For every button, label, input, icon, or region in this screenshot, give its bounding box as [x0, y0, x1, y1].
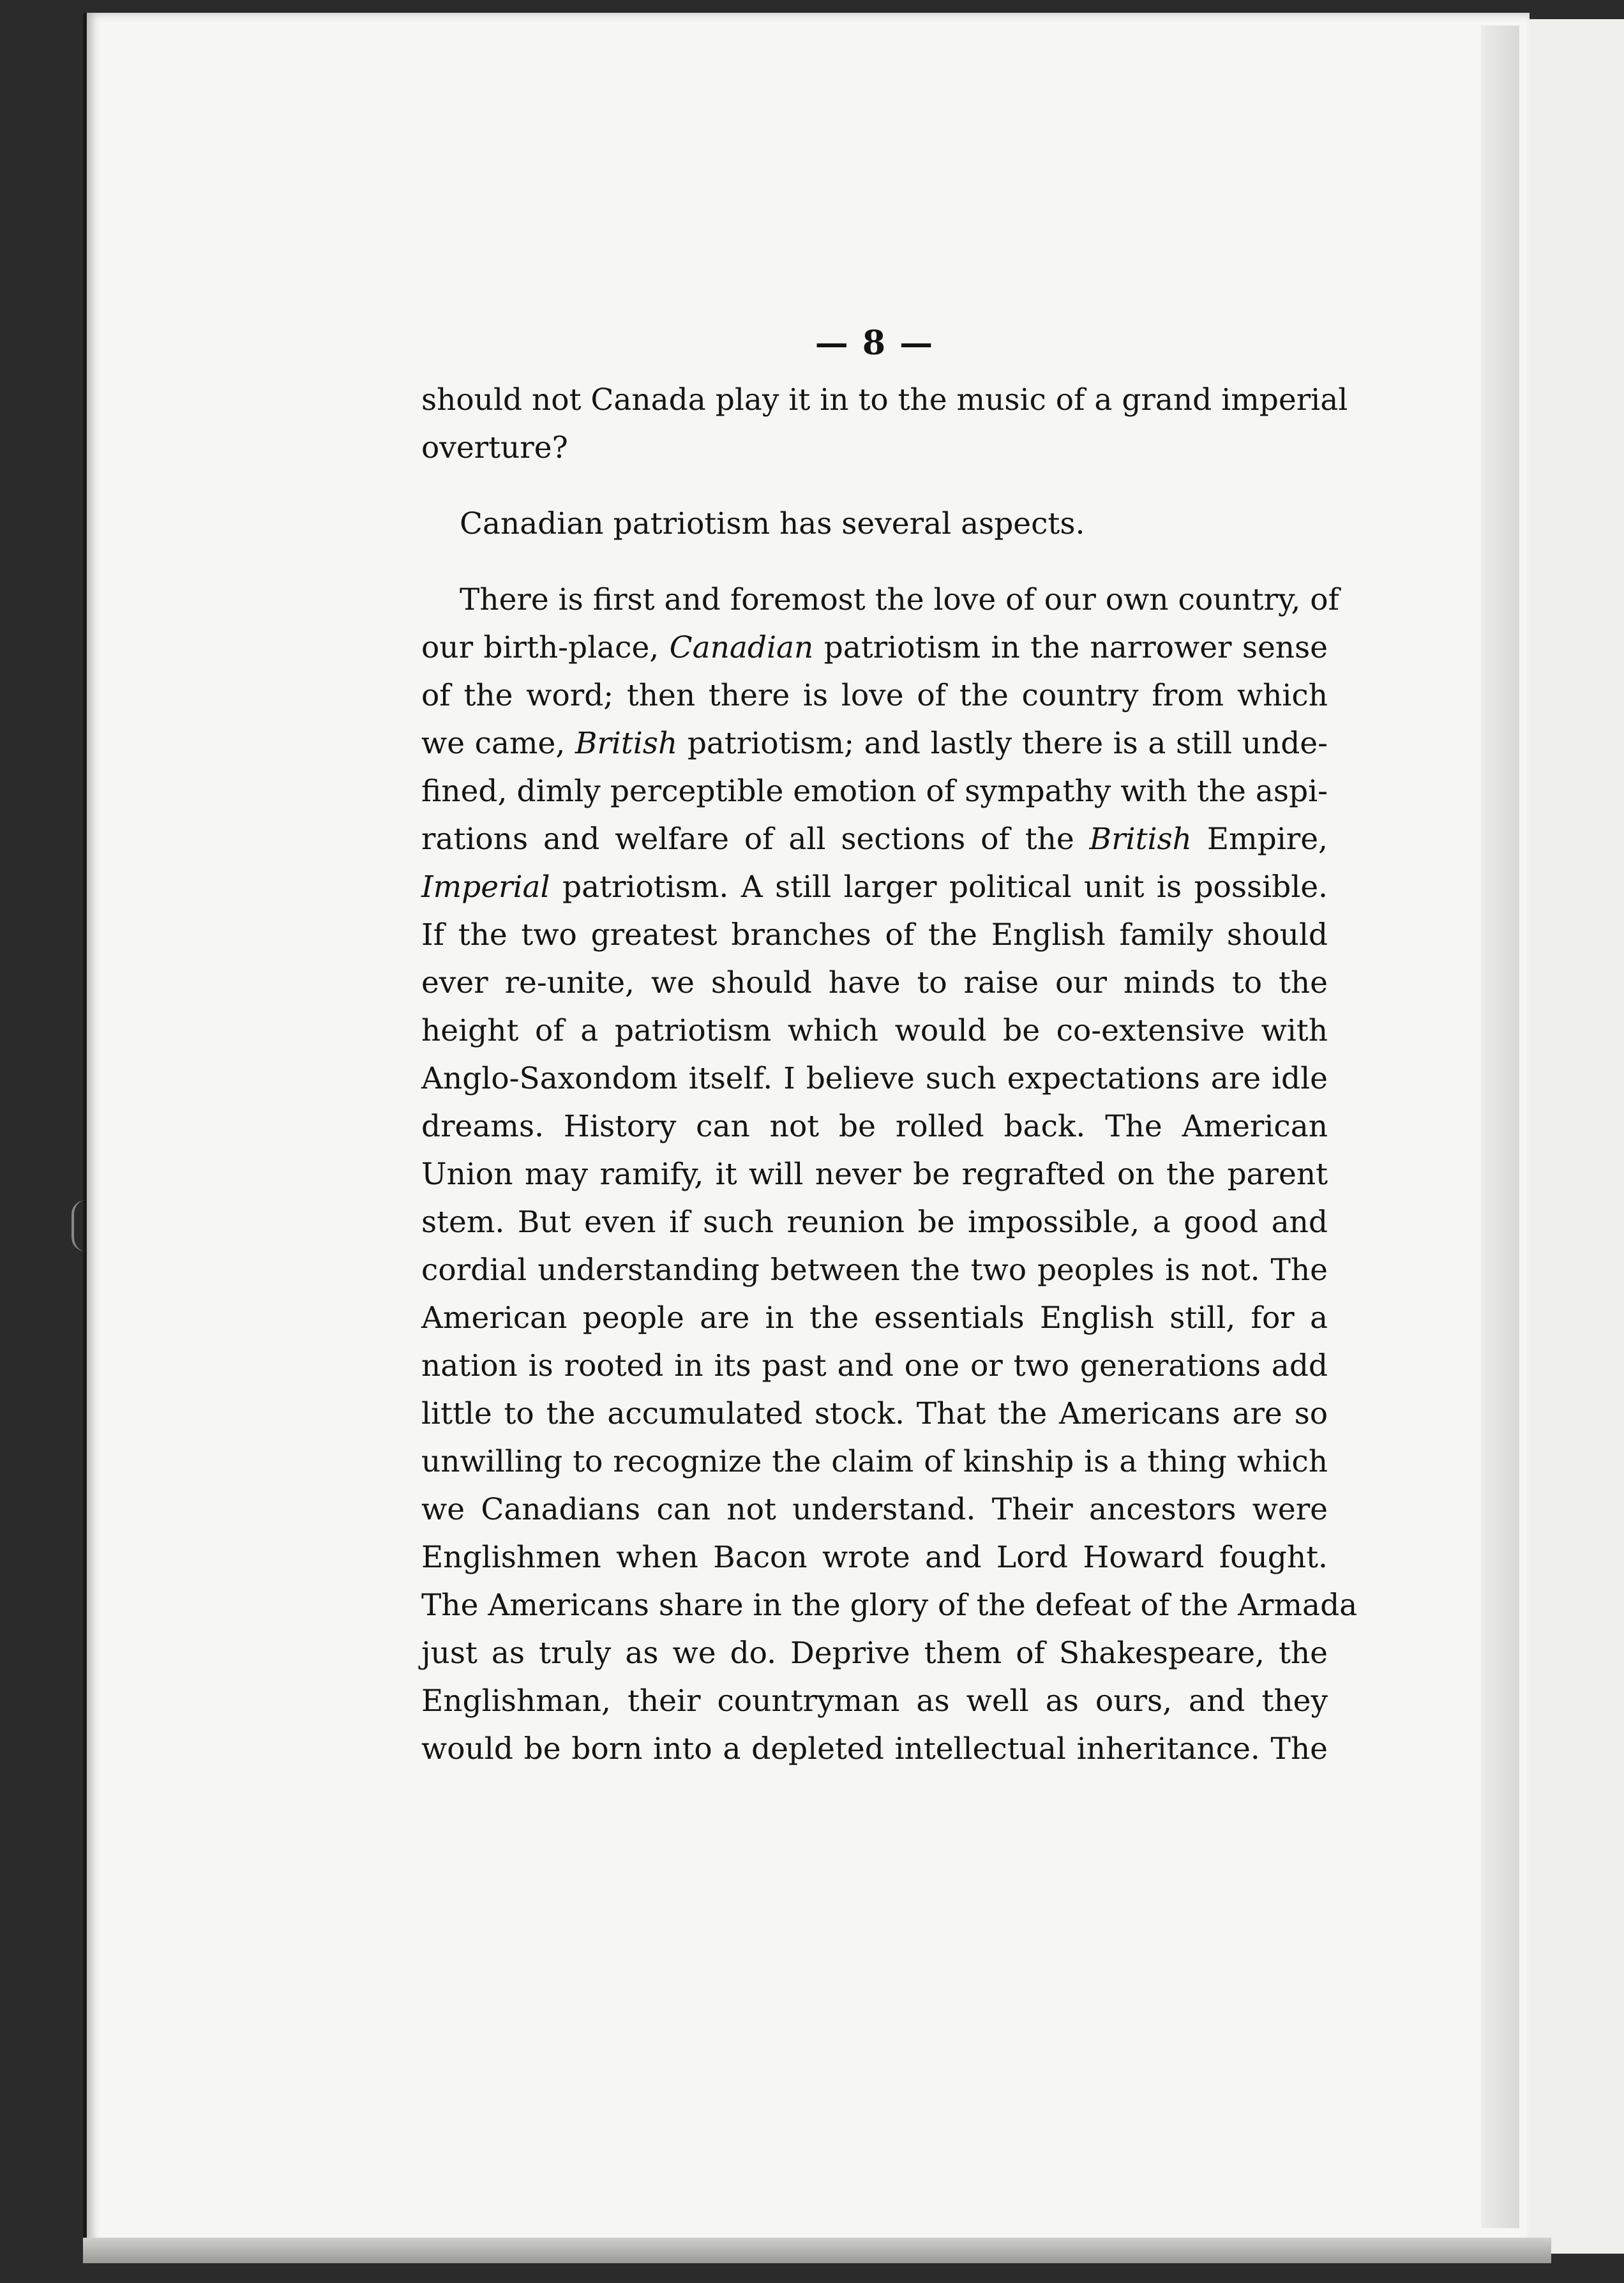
- text-line: we Canadians can not understand. Their ancestors were: [421, 1492, 1328, 1527]
- text-line: cordial understanding between the two peoples is not. The: [421, 1253, 1328, 1288]
- text-line: overture?: [421, 430, 568, 465]
- text-line: Canadian patriotism has several aspects.: [460, 506, 1085, 541]
- text-line: Imperial patriotism. A still larger political unit is possible.: [421, 870, 1328, 905]
- margin-mark: [71, 1200, 86, 1251]
- facing-page-edge: [1527, 19, 1624, 2254]
- text-line: of the word; then there is love of the country from which: [421, 678, 1328, 713]
- text-line: stem. But even if such reunion be impossible, a good and: [421, 1205, 1328, 1240]
- text-line: height of a patriotism which would be co-extensive with: [421, 1013, 1328, 1048]
- text-line: American people are in the essentials English still, for a: [421, 1300, 1328, 1336]
- text-line: we came, British patriotism; and lastly there is a still unde-: [421, 726, 1328, 761]
- paragraph-1: [421, 376, 1348, 472]
- text-line: The Americans share in the glory of the defeat of the Armada: [421, 1588, 1358, 1623]
- italic-word: British: [575, 726, 678, 761]
- text-line: If the two greatest branches of the English family should: [421, 917, 1328, 953]
- paragraph-3: [421, 576, 1358, 1773]
- text-line: little to the accumulated stock. That the Americans are so: [421, 1396, 1328, 1431]
- page-number: — 8 —: [815, 324, 935, 363]
- text-line: There is first and foremost the love of our own country, of: [460, 582, 1339, 617]
- text-line: Anglo-Saxondom itself. I believe such expectations are idle: [421, 1061, 1328, 1096]
- page-gutter: [1481, 26, 1519, 2228]
- text-line: nation is rooted in its past and one or two generations add: [421, 1348, 1328, 1383]
- page-text: [421, 319, 1358, 1773]
- text-line: ever re-unite, we should have to raise our minds to the: [421, 965, 1328, 1000]
- text-line: just as truly as we do. Deprive them of Shakespeare, the: [421, 1636, 1328, 1671]
- page-bottom-edge: [83, 2238, 1551, 2263]
- text-line: Union may ramify, it will never be regrafted on the parent: [421, 1157, 1328, 1192]
- text-line: dreams. History can not be rolled back. The American: [421, 1109, 1328, 1144]
- text-line: Englishman, their countryman as well as ours, and they: [421, 1684, 1328, 1719]
- text-line: would be born into a depleted intellectual inheritance. The: [421, 1731, 1328, 1767]
- text-line: should not Canada play it in to the music of a grand imperial: [421, 382, 1348, 418]
- text-line: rations and welfare of all sections of the British Empire,: [421, 822, 1328, 857]
- text-line: fined, dimly perceptible emotion of sympathy with the aspi-: [421, 774, 1328, 809]
- italic-word: Canadian: [669, 630, 814, 665]
- text-line: unwilling to recognize the claim of kinship is a thing which: [421, 1444, 1328, 1479]
- italic-word: British: [1089, 822, 1192, 857]
- italic-word: Imperial: [421, 870, 550, 905]
- paragraph-2: [421, 500, 1328, 548]
- text-line: our birth-place, Canadian patriotism in the narrower sense: [421, 630, 1328, 665]
- text-line: Englishmen when Bacon wrote and Lord Howard fought.: [421, 1540, 1328, 1575]
